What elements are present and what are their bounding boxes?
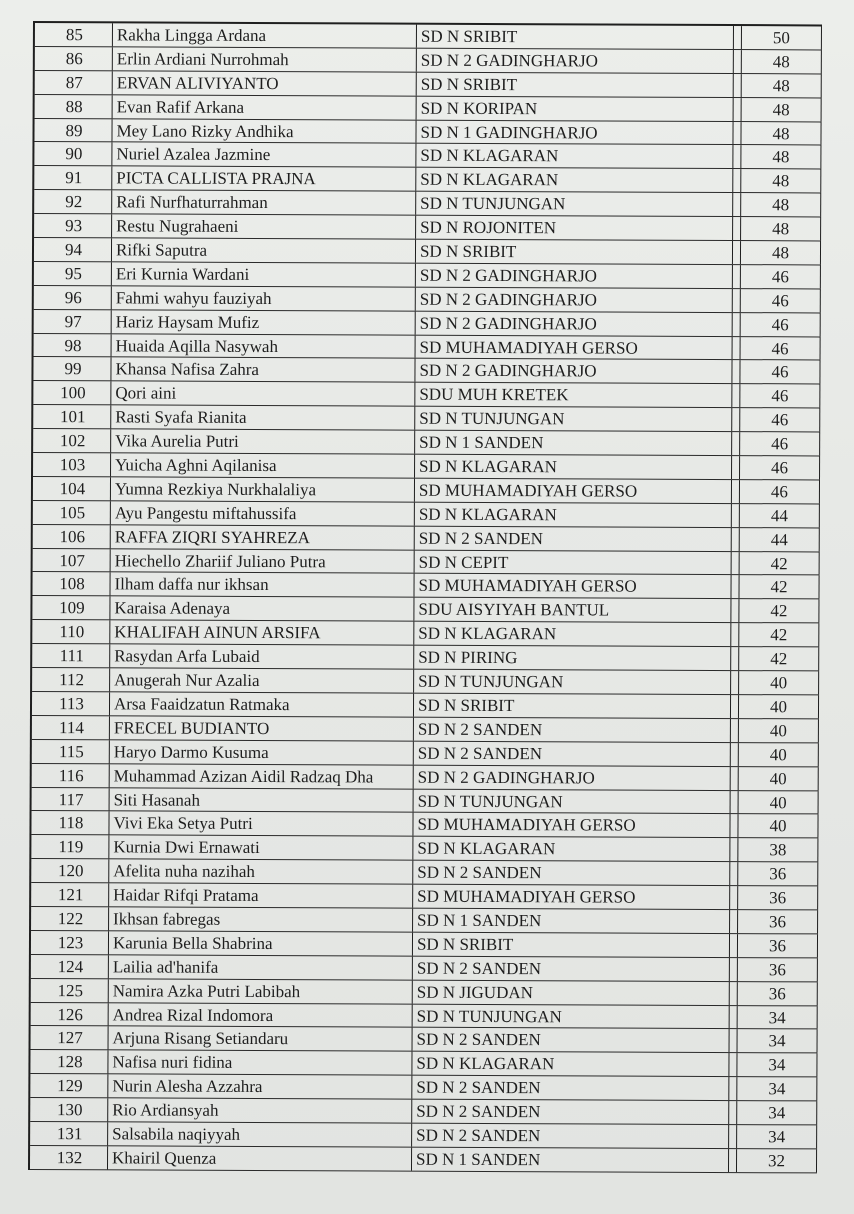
table-row (32, 620, 819, 647)
school-name: SD N TUNJUNGAN (414, 789, 731, 813)
score: 46 (740, 456, 820, 479)
school-name: SD MUHAMADIYAH GERSO (413, 885, 730, 909)
student-name: Qori aini (111, 382, 415, 406)
school-name: SD N 2 SANDEN (414, 717, 731, 741)
score: 48 (741, 169, 821, 192)
score: 34 (737, 1101, 817, 1124)
student-name: Anugerah Nur Azalia (110, 668, 414, 692)
column-gap (733, 337, 741, 360)
table-row (33, 453, 820, 480)
row-number: 109 (32, 596, 110, 619)
column-gap (729, 1149, 737, 1172)
student-name: Restu Nugrahaeni (112, 214, 416, 238)
student-name: FRECEL BUDIANTO (110, 716, 414, 740)
table-row (33, 549, 820, 576)
table-row (32, 572, 819, 599)
table-row (30, 1098, 817, 1125)
column-gap (731, 576, 739, 599)
score: 38 (738, 838, 818, 861)
table-row (35, 95, 822, 122)
row-number: 116 (32, 764, 110, 787)
score: 42 (739, 599, 819, 622)
column-gap (732, 456, 740, 479)
score: 40 (739, 743, 819, 766)
row-number: 107 (33, 549, 111, 572)
student-name: Erlin Ardiani Nurrohmah (113, 47, 417, 71)
column-gap (730, 1029, 738, 1052)
table-row (32, 788, 819, 815)
column-gap (732, 552, 740, 575)
row-number: 86 (35, 47, 113, 70)
school-name: SD N ROJONITEN (416, 216, 733, 240)
row-number: 122 (31, 907, 109, 930)
score: 36 (738, 862, 818, 885)
table-row (32, 692, 819, 719)
row-number: 101 (33, 405, 111, 428)
school-name: SD N KLAGARAN (414, 622, 731, 646)
table-row (34, 262, 821, 289)
score: 36 (738, 958, 818, 981)
student-name: Muhammad Azizan Aidil Radzaq Dha (110, 764, 414, 788)
score: 40 (739, 695, 819, 718)
row-number: 99 (33, 357, 111, 380)
student-name: Rafi Nurfhaturrahman (112, 191, 416, 215)
school-name: SD N KLAGARAN (413, 837, 730, 861)
score: 42 (739, 576, 819, 599)
score: 48 (741, 122, 821, 145)
column-gap (732, 384, 740, 407)
student-name: Khairil Quenza (108, 1146, 412, 1170)
school-name: SD N 2 SANDEN (412, 1124, 729, 1148)
score: 40 (739, 671, 819, 694)
row-number: 125 (31, 979, 109, 1002)
school-name: SD N KLAGARAN (415, 502, 732, 526)
score: 48 (741, 146, 821, 169)
student-name: Rasydan Arfa Lubaid (110, 644, 414, 668)
student-name: Arjuna Risang Setiandaru (109, 1027, 413, 1051)
row-number: 113 (32, 692, 110, 715)
school-name: SD MUHAMADIYAH GERSO (416, 335, 733, 359)
column-gap (734, 50, 742, 73)
student-name: Fahmi wahyu fauziyah (112, 286, 416, 310)
school-name: SD N 2 GADINGHARJO (415, 359, 732, 383)
school-name: SD N SRIBIT (417, 25, 734, 49)
score: 44 (740, 504, 820, 527)
school-name: SD N 2 GADINGHARJO (416, 287, 733, 311)
table-row (35, 23, 822, 50)
school-name: SD N JIGUDAN (413, 980, 730, 1004)
score: 34 (737, 1077, 817, 1100)
student-name: Kurnia Dwi Ernawati (109, 836, 413, 860)
column-gap (733, 217, 741, 240)
table-row (33, 405, 820, 432)
student-name: Namira Azka Putri Labibah (109, 979, 413, 1003)
column-gap (731, 719, 739, 742)
column-gap (732, 408, 740, 431)
student-name: Khansa Nafisa Zahra (111, 358, 415, 382)
score: 48 (742, 50, 822, 73)
table-row (32, 716, 819, 743)
row-number: 132 (30, 1146, 108, 1169)
column-gap (732, 528, 740, 551)
column-gap (733, 169, 741, 192)
school-name: SD N KLAGARAN (416, 168, 733, 192)
score: 42 (739, 647, 819, 670)
row-number: 106 (33, 525, 111, 548)
score: 42 (739, 623, 819, 646)
score: 34 (738, 1006, 818, 1029)
score: 46 (741, 313, 821, 336)
table-row (34, 142, 821, 169)
row-number: 89 (34, 119, 112, 142)
score: 46 (740, 361, 820, 384)
score: 40 (738, 814, 818, 837)
student-name: Haryo Darmo Kusuma (110, 740, 414, 764)
student-name: Yumna Rezkiya Nurkhalaliya (111, 477, 415, 501)
score: 48 (741, 217, 821, 240)
score: 50 (742, 26, 822, 49)
score: 36 (738, 982, 818, 1005)
score: 32 (737, 1149, 817, 1172)
column-gap (731, 791, 739, 814)
score: 40 (739, 767, 819, 790)
school-name: SD N 2 SANDEN (415, 526, 732, 550)
table-row (31, 835, 818, 862)
school-name: SD N 1 SANDEN (412, 1148, 729, 1172)
table-row (35, 71, 822, 98)
student-name: Vivi Eka Setya Putri (109, 812, 413, 836)
school-name: SD N TUNJUNGAN (415, 407, 732, 431)
row-number: 115 (32, 740, 110, 763)
school-name: SDU AISYIYAH BANTUL (414, 598, 731, 622)
table-row (32, 764, 819, 791)
row-number: 112 (32, 668, 110, 691)
column-gap (730, 958, 738, 981)
student-name: Hiechello Zhariif Juliano Putra (111, 549, 415, 573)
student-name: Mey Lano Rizky Andhika (112, 119, 416, 143)
student-name: Rifki Saputra (112, 238, 416, 262)
school-name: SD N 2 SANDEN (413, 956, 730, 980)
student-name: Huaida Aqilla Nasywah (112, 334, 416, 358)
column-gap (734, 74, 742, 97)
row-number: 108 (32, 572, 110, 595)
column-gap (730, 982, 738, 1005)
school-name: SD N SRIBIT (413, 933, 730, 957)
column-gap (733, 193, 741, 216)
table-row (34, 166, 821, 193)
column-gap (733, 241, 741, 264)
student-name: Afelita nuha nazihah (109, 860, 413, 884)
row-number: 91 (34, 166, 112, 189)
student-name: Ikhsan fabregas (109, 907, 413, 931)
school-name: SD N 2 GADINGHARJO (416, 311, 733, 335)
row-number: 94 (34, 238, 112, 261)
student-name: Ayu Pangestu miftahussifa (111, 501, 415, 525)
column-gap (732, 504, 740, 527)
table-row (33, 477, 820, 504)
student-name: KHALIFAH AINUN ARSIFA (110, 621, 414, 645)
column-gap (732, 432, 740, 455)
score: 46 (741, 265, 821, 288)
student-name: Rio Ardiansyah (108, 1098, 412, 1122)
score: 48 (741, 193, 821, 216)
student-name: Arsa Faaidzatun Ratmaka (110, 692, 414, 716)
score: 40 (739, 719, 819, 742)
table-row (30, 1074, 817, 1101)
row-number: 117 (32, 788, 110, 811)
table-row (33, 501, 820, 528)
row-number: 119 (31, 835, 109, 858)
student-name: Siti Hasanah (110, 788, 414, 812)
column-gap (730, 886, 738, 909)
row-number: 104 (33, 477, 111, 500)
row-number: 97 (34, 310, 112, 333)
student-name: Nafisa nuri fidina (108, 1051, 412, 1075)
table-row (30, 1122, 817, 1149)
table-row (31, 811, 818, 838)
column-gap (731, 695, 739, 718)
school-name: SD N 2 SANDEN (414, 741, 731, 765)
table-row (34, 310, 821, 337)
school-name: SD N PIRING (414, 646, 731, 670)
row-number: 98 (34, 334, 112, 357)
school-name: SD N 2 GADINGHARJO (414, 765, 731, 789)
school-name: SD N SRIBIT (416, 240, 733, 264)
column-gap (730, 910, 738, 933)
table-row (31, 955, 818, 982)
school-name: SD N 2 GADINGHARJO (416, 264, 733, 288)
school-name: SD MUHAMADIYAH GERSO (414, 574, 731, 598)
score: 46 (740, 384, 820, 407)
table-row (30, 1146, 817, 1173)
column-gap (732, 361, 740, 384)
column-gap (729, 1101, 737, 1124)
student-name: Rakha Lingga Ardana (113, 23, 417, 47)
table-row (32, 668, 819, 695)
row-number: 111 (32, 644, 110, 667)
student-name: Evan Rafif Arkana (113, 95, 417, 119)
column-gap (734, 98, 742, 121)
score: 46 (741, 289, 821, 312)
column-gap (733, 265, 741, 288)
row-number: 129 (30, 1074, 108, 1097)
column-gap (729, 1125, 737, 1148)
school-name: SD N TUNJUNGAN (416, 192, 733, 216)
student-name: Andrea Rizal Indomora (109, 1003, 413, 1027)
table-row (34, 334, 821, 361)
student-name: Yuicha Aghni Aqilanisa (111, 453, 415, 477)
table-row (34, 119, 821, 146)
results-table (28, 21, 822, 1173)
row-number: 103 (33, 453, 111, 476)
score: 36 (738, 934, 818, 957)
score: 40 (739, 791, 819, 814)
school-name: SD N 1 SANDEN (415, 431, 732, 455)
table-row (32, 740, 819, 767)
table-row (31, 859, 818, 886)
row-number: 88 (35, 95, 113, 118)
table-row (34, 238, 821, 265)
school-name: SD N CEPIT (415, 550, 732, 574)
school-name: SD N TUNJUNGAN (414, 670, 731, 694)
row-number: 126 (31, 1003, 109, 1026)
row-number: 100 (33, 381, 111, 404)
column-gap (733, 122, 741, 145)
column-gap (731, 671, 739, 694)
table-row (30, 1050, 817, 1077)
score: 36 (738, 886, 818, 909)
table-row (31, 979, 818, 1006)
table-row (31, 1026, 818, 1053)
student-name: PICTA CALLISTA PRAJNA (112, 167, 416, 191)
row-number: 123 (31, 931, 109, 954)
score: 34 (737, 1053, 817, 1076)
student-name: Hariz Haysam Mufiz (112, 310, 416, 334)
school-name: SD N KLAGARAN (416, 144, 733, 168)
row-number: 131 (30, 1122, 108, 1145)
school-name: SD MUHAMADIYAH GERSO (413, 813, 730, 837)
school-name: SD N SRIBIT (417, 72, 734, 96)
student-name: Eri Kurnia Wardani (112, 262, 416, 286)
score: 48 (742, 98, 822, 121)
score: 46 (740, 408, 820, 431)
student-name: RAFFA ZIQRI SYAHREZA (111, 525, 415, 549)
student-name: Vika Aurelia Putri (111, 429, 415, 453)
row-number: 90 (34, 142, 112, 165)
student-name: Nurin Alesha Azzahra (108, 1075, 412, 1099)
column-gap (730, 838, 738, 861)
school-name: SD N 2 SANDEN (413, 861, 730, 885)
column-gap (730, 1006, 738, 1029)
student-name: Rasti Syafa Rianita (111, 406, 415, 430)
score: 34 (737, 1125, 817, 1148)
student-name: Salsabila naqiyyah (108, 1122, 412, 1146)
row-number: 110 (32, 620, 110, 643)
row-number: 121 (31, 883, 109, 906)
table-row (33, 525, 820, 552)
table-row (33, 429, 820, 456)
column-gap (733, 313, 741, 336)
row-number: 130 (30, 1098, 108, 1121)
table-row (33, 381, 820, 408)
score: 34 (738, 1029, 818, 1052)
score: 44 (740, 528, 820, 551)
row-number: 118 (31, 811, 109, 834)
student-name: Nuriel Azalea Jazmine (112, 143, 416, 167)
table-row (34, 214, 821, 241)
school-name: SD N 1 GADINGHARJO (416, 120, 733, 144)
student-name: Lailia ad'hanifa (109, 955, 413, 979)
table-row (32, 644, 819, 671)
school-name: SDU MUH KRETEK (415, 383, 732, 407)
row-number: 127 (31, 1026, 109, 1049)
column-gap (729, 1053, 737, 1076)
score: 48 (741, 241, 821, 264)
column-gap (734, 26, 742, 49)
column-gap (729, 1077, 737, 1100)
score: 46 (740, 432, 820, 455)
school-name: SD MUHAMADIYAH GERSO (415, 479, 732, 503)
school-name: SD N 1 SANDEN (413, 909, 730, 933)
table-row (35, 47, 822, 74)
column-gap (733, 146, 741, 169)
row-number: 114 (32, 716, 110, 739)
row-number: 124 (31, 955, 109, 978)
row-number: 93 (34, 214, 112, 237)
school-name: SD N 2 GADINGHARJO (417, 49, 734, 73)
school-name: SD N KORIPAN (417, 96, 734, 120)
student-name: Karunia Bella Shabrina (109, 931, 413, 955)
table-row (31, 1003, 818, 1030)
row-number: 87 (35, 71, 113, 94)
student-name: Ilham daffa nur ikhsan (110, 573, 414, 597)
school-name: SD N 2 SANDEN (412, 1100, 729, 1124)
column-gap (730, 934, 738, 957)
student-name: Haidar Rifqi Pratama (109, 883, 413, 907)
table-row (33, 357, 820, 384)
row-number: 85 (35, 23, 113, 46)
column-gap (731, 623, 739, 646)
school-name: SD N TUNJUNGAN (413, 1004, 730, 1028)
column-gap (732, 480, 740, 503)
score: 42 (740, 552, 820, 575)
table-row (34, 190, 821, 217)
table-row (34, 286, 821, 313)
student-name: Karaisa Adenaya (110, 597, 414, 621)
score: 36 (738, 910, 818, 933)
table-row (31, 883, 818, 910)
table-row (31, 931, 818, 958)
score: 48 (742, 74, 822, 97)
school-name: SD N SRIBIT (414, 694, 731, 718)
school-name: SD N KLAGARAN (415, 455, 732, 479)
column-gap (733, 289, 741, 312)
student-name: ERVAN ALIVIYANTO (113, 71, 417, 95)
column-gap (731, 599, 739, 622)
school-name: SD N KLAGARAN (412, 1052, 729, 1076)
column-gap (731, 767, 739, 790)
row-number: 120 (31, 859, 109, 882)
table-row (31, 907, 818, 934)
column-gap (731, 647, 739, 670)
column-gap (731, 743, 739, 766)
score: 46 (741, 337, 821, 360)
row-number: 128 (30, 1050, 108, 1073)
row-number: 102 (33, 429, 111, 452)
row-number: 96 (34, 286, 112, 309)
school-name: SD N 2 SANDEN (413, 1028, 730, 1052)
row-number: 95 (34, 262, 112, 285)
row-number: 105 (33, 501, 111, 524)
column-gap (730, 814, 738, 837)
table-row (32, 596, 819, 623)
row-number: 92 (34, 190, 112, 213)
column-gap (730, 862, 738, 885)
score: 46 (740, 480, 820, 503)
school-name: SD N 2 SANDEN (412, 1076, 729, 1100)
